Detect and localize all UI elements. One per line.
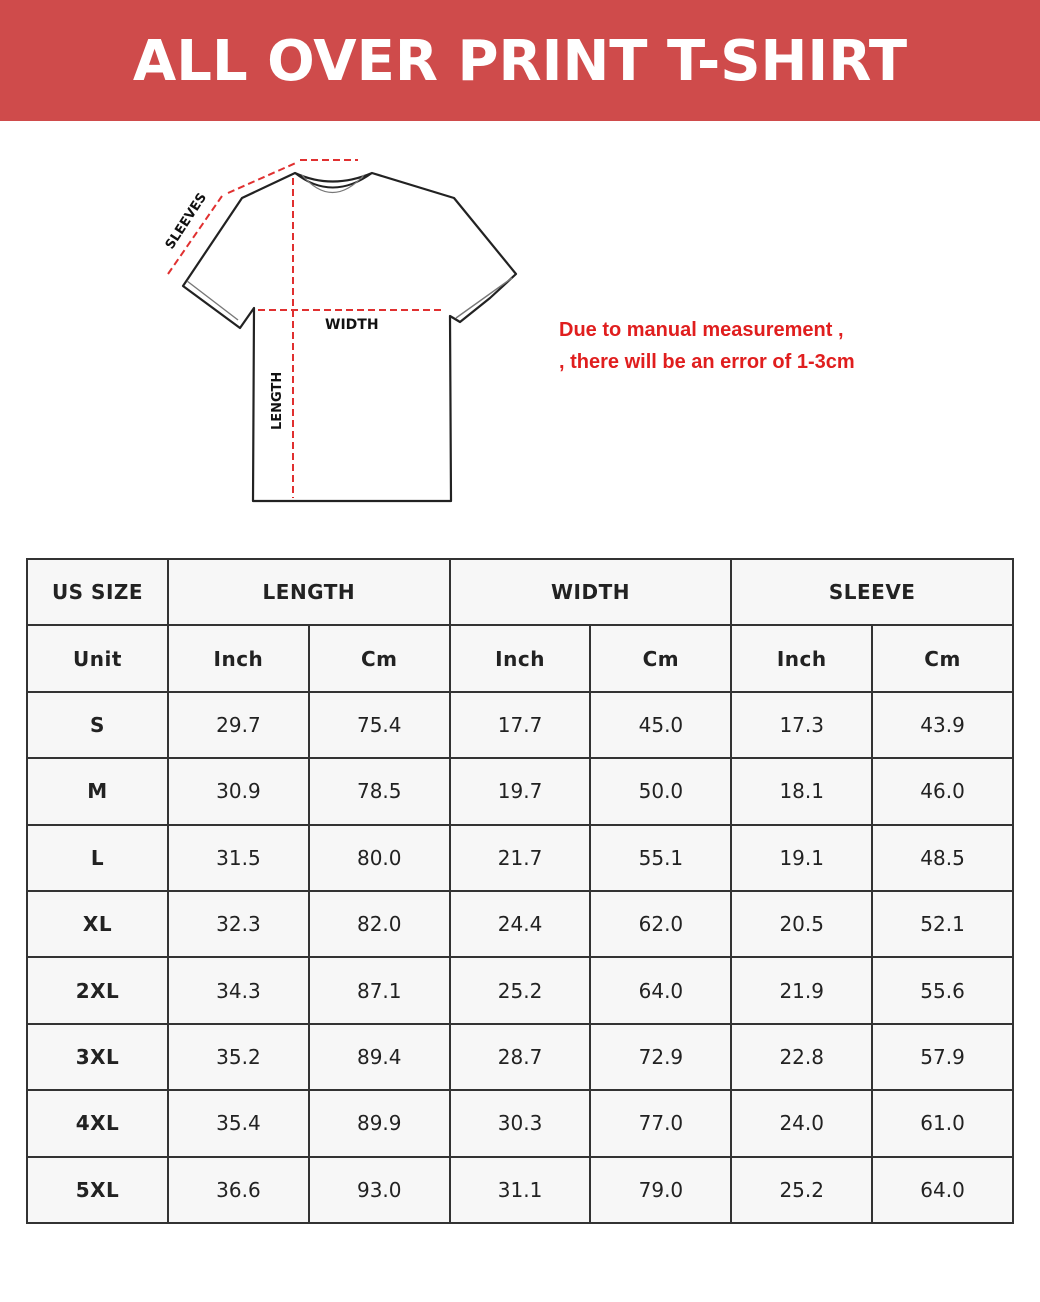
value-cell-width-in: 24.4 bbox=[450, 891, 591, 957]
unit-width-inch: Inch bbox=[450, 625, 591, 691]
width-label: WIDTH bbox=[325, 317, 379, 333]
size-cell: M bbox=[27, 758, 168, 824]
size-cell: L bbox=[27, 825, 168, 891]
table-row bbox=[27, 758, 1013, 824]
page-title: ALL OVER PRINT T-SHIRT bbox=[132, 29, 908, 94]
value-cell-length-in: 29.7 bbox=[168, 692, 309, 758]
tshirt-diagram bbox=[150, 150, 530, 515]
value-cell-width-cm: 77.0 bbox=[590, 1090, 731, 1156]
value-cell-length-cm: 82.0 bbox=[309, 891, 450, 957]
unit-sleeve-inch: Inch bbox=[731, 625, 872, 691]
title-banner bbox=[0, 0, 1040, 121]
unit-length-cm: Cm bbox=[309, 625, 450, 691]
value-cell-length-in: 36.6 bbox=[168, 1157, 309, 1223]
table-header-row bbox=[27, 559, 1013, 625]
value-cell-width-cm: 64.0 bbox=[590, 957, 731, 1023]
value-cell-length-cm: 89.9 bbox=[309, 1090, 450, 1156]
value-cell-sleeve-cm: 57.9 bbox=[872, 1024, 1013, 1090]
value-cell-sleeve-cm: 61.0 bbox=[872, 1090, 1013, 1156]
size-chart-table bbox=[26, 558, 1014, 1224]
value-cell-length-cm: 89.4 bbox=[309, 1024, 450, 1090]
table-row bbox=[27, 891, 1013, 957]
value-cell-width-in: 19.7 bbox=[450, 758, 591, 824]
value-cell-length-in: 35.2 bbox=[168, 1024, 309, 1090]
value-cell-sleeve-in: 22.8 bbox=[731, 1024, 872, 1090]
value-cell-length-cm: 80.0 bbox=[309, 825, 450, 891]
size-cell: XL bbox=[27, 891, 168, 957]
table-row bbox=[27, 692, 1013, 758]
header-length: LENGTH bbox=[168, 559, 450, 625]
value-cell-length-cm: 78.5 bbox=[309, 758, 450, 824]
value-cell-sleeve-in: 18.1 bbox=[731, 758, 872, 824]
size-cell: 5XL bbox=[27, 1157, 168, 1223]
size-cell: S bbox=[27, 692, 168, 758]
value-cell-sleeve-in: 20.5 bbox=[731, 891, 872, 957]
table-row bbox=[27, 1024, 1013, 1090]
value-cell-width-in: 31.1 bbox=[450, 1157, 591, 1223]
value-cell-sleeve-cm: 46.0 bbox=[872, 758, 1013, 824]
unit-width-cm: Cm bbox=[590, 625, 731, 691]
value-cell-sleeve-cm: 48.5 bbox=[872, 825, 1013, 891]
header-us-size: US SIZE bbox=[27, 559, 168, 625]
value-cell-sleeve-cm: 64.0 bbox=[872, 1157, 1013, 1223]
value-cell-sleeve-in: 25.2 bbox=[731, 1157, 872, 1223]
unit-length-inch: Inch bbox=[168, 625, 309, 691]
value-cell-width-cm: 45.0 bbox=[590, 692, 731, 758]
value-cell-length-in: 35.4 bbox=[168, 1090, 309, 1156]
sleeves-label: SLEEVES bbox=[162, 190, 211, 253]
value-cell-length-in: 30.9 bbox=[168, 758, 309, 824]
value-cell-length-in: 32.3 bbox=[168, 891, 309, 957]
size-cell: 4XL bbox=[27, 1090, 168, 1156]
value-cell-length-cm: 75.4 bbox=[309, 692, 450, 758]
value-cell-width-cm: 79.0 bbox=[590, 1157, 731, 1223]
table-row bbox=[27, 1157, 1013, 1223]
value-cell-width-in: 28.7 bbox=[450, 1024, 591, 1090]
measurement-note bbox=[559, 314, 855, 378]
value-cell-width-cm: 50.0 bbox=[590, 758, 731, 824]
length-label: LENGTH bbox=[270, 371, 285, 430]
value-cell-width-in: 17.7 bbox=[450, 692, 591, 758]
value-cell-width-cm: 55.1 bbox=[590, 825, 731, 891]
value-cell-sleeve-in: 24.0 bbox=[731, 1090, 872, 1156]
note-line-1: Due to manual measurement , bbox=[559, 319, 844, 341]
size-cell: 2XL bbox=[27, 957, 168, 1023]
value-cell-sleeve-cm: 43.9 bbox=[872, 692, 1013, 758]
header-sleeve: SLEEVE bbox=[731, 559, 1013, 625]
value-cell-width-cm: 72.9 bbox=[590, 1024, 731, 1090]
unit-sleeve-cm: Cm bbox=[872, 625, 1013, 691]
header-width: WIDTH bbox=[450, 559, 732, 625]
value-cell-width-in: 25.2 bbox=[450, 957, 591, 1023]
value-cell-length-cm: 87.1 bbox=[309, 957, 450, 1023]
tshirt-outline-icon bbox=[150, 150, 530, 515]
unit-label: Unit bbox=[27, 625, 168, 691]
note-line-2: , there will be an error of 1-3cm bbox=[559, 351, 855, 373]
table-row bbox=[27, 825, 1013, 891]
size-cell: 3XL bbox=[27, 1024, 168, 1090]
value-cell-length-cm: 93.0 bbox=[309, 1157, 450, 1223]
value-cell-length-in: 31.5 bbox=[168, 825, 309, 891]
value-cell-width-in: 21.7 bbox=[450, 825, 591, 891]
value-cell-sleeve-in: 17.3 bbox=[731, 692, 872, 758]
value-cell-width-in: 30.3 bbox=[450, 1090, 591, 1156]
table-row bbox=[27, 957, 1013, 1023]
value-cell-sleeve-in: 21.9 bbox=[731, 957, 872, 1023]
table-unit-row bbox=[27, 625, 1013, 691]
value-cell-sleeve-cm: 52.1 bbox=[872, 891, 1013, 957]
value-cell-length-in: 34.3 bbox=[168, 957, 309, 1023]
table-row bbox=[27, 1090, 1013, 1156]
value-cell-width-cm: 62.0 bbox=[590, 891, 731, 957]
value-cell-sleeve-in: 19.1 bbox=[731, 825, 872, 891]
value-cell-sleeve-cm: 55.6 bbox=[872, 957, 1013, 1023]
